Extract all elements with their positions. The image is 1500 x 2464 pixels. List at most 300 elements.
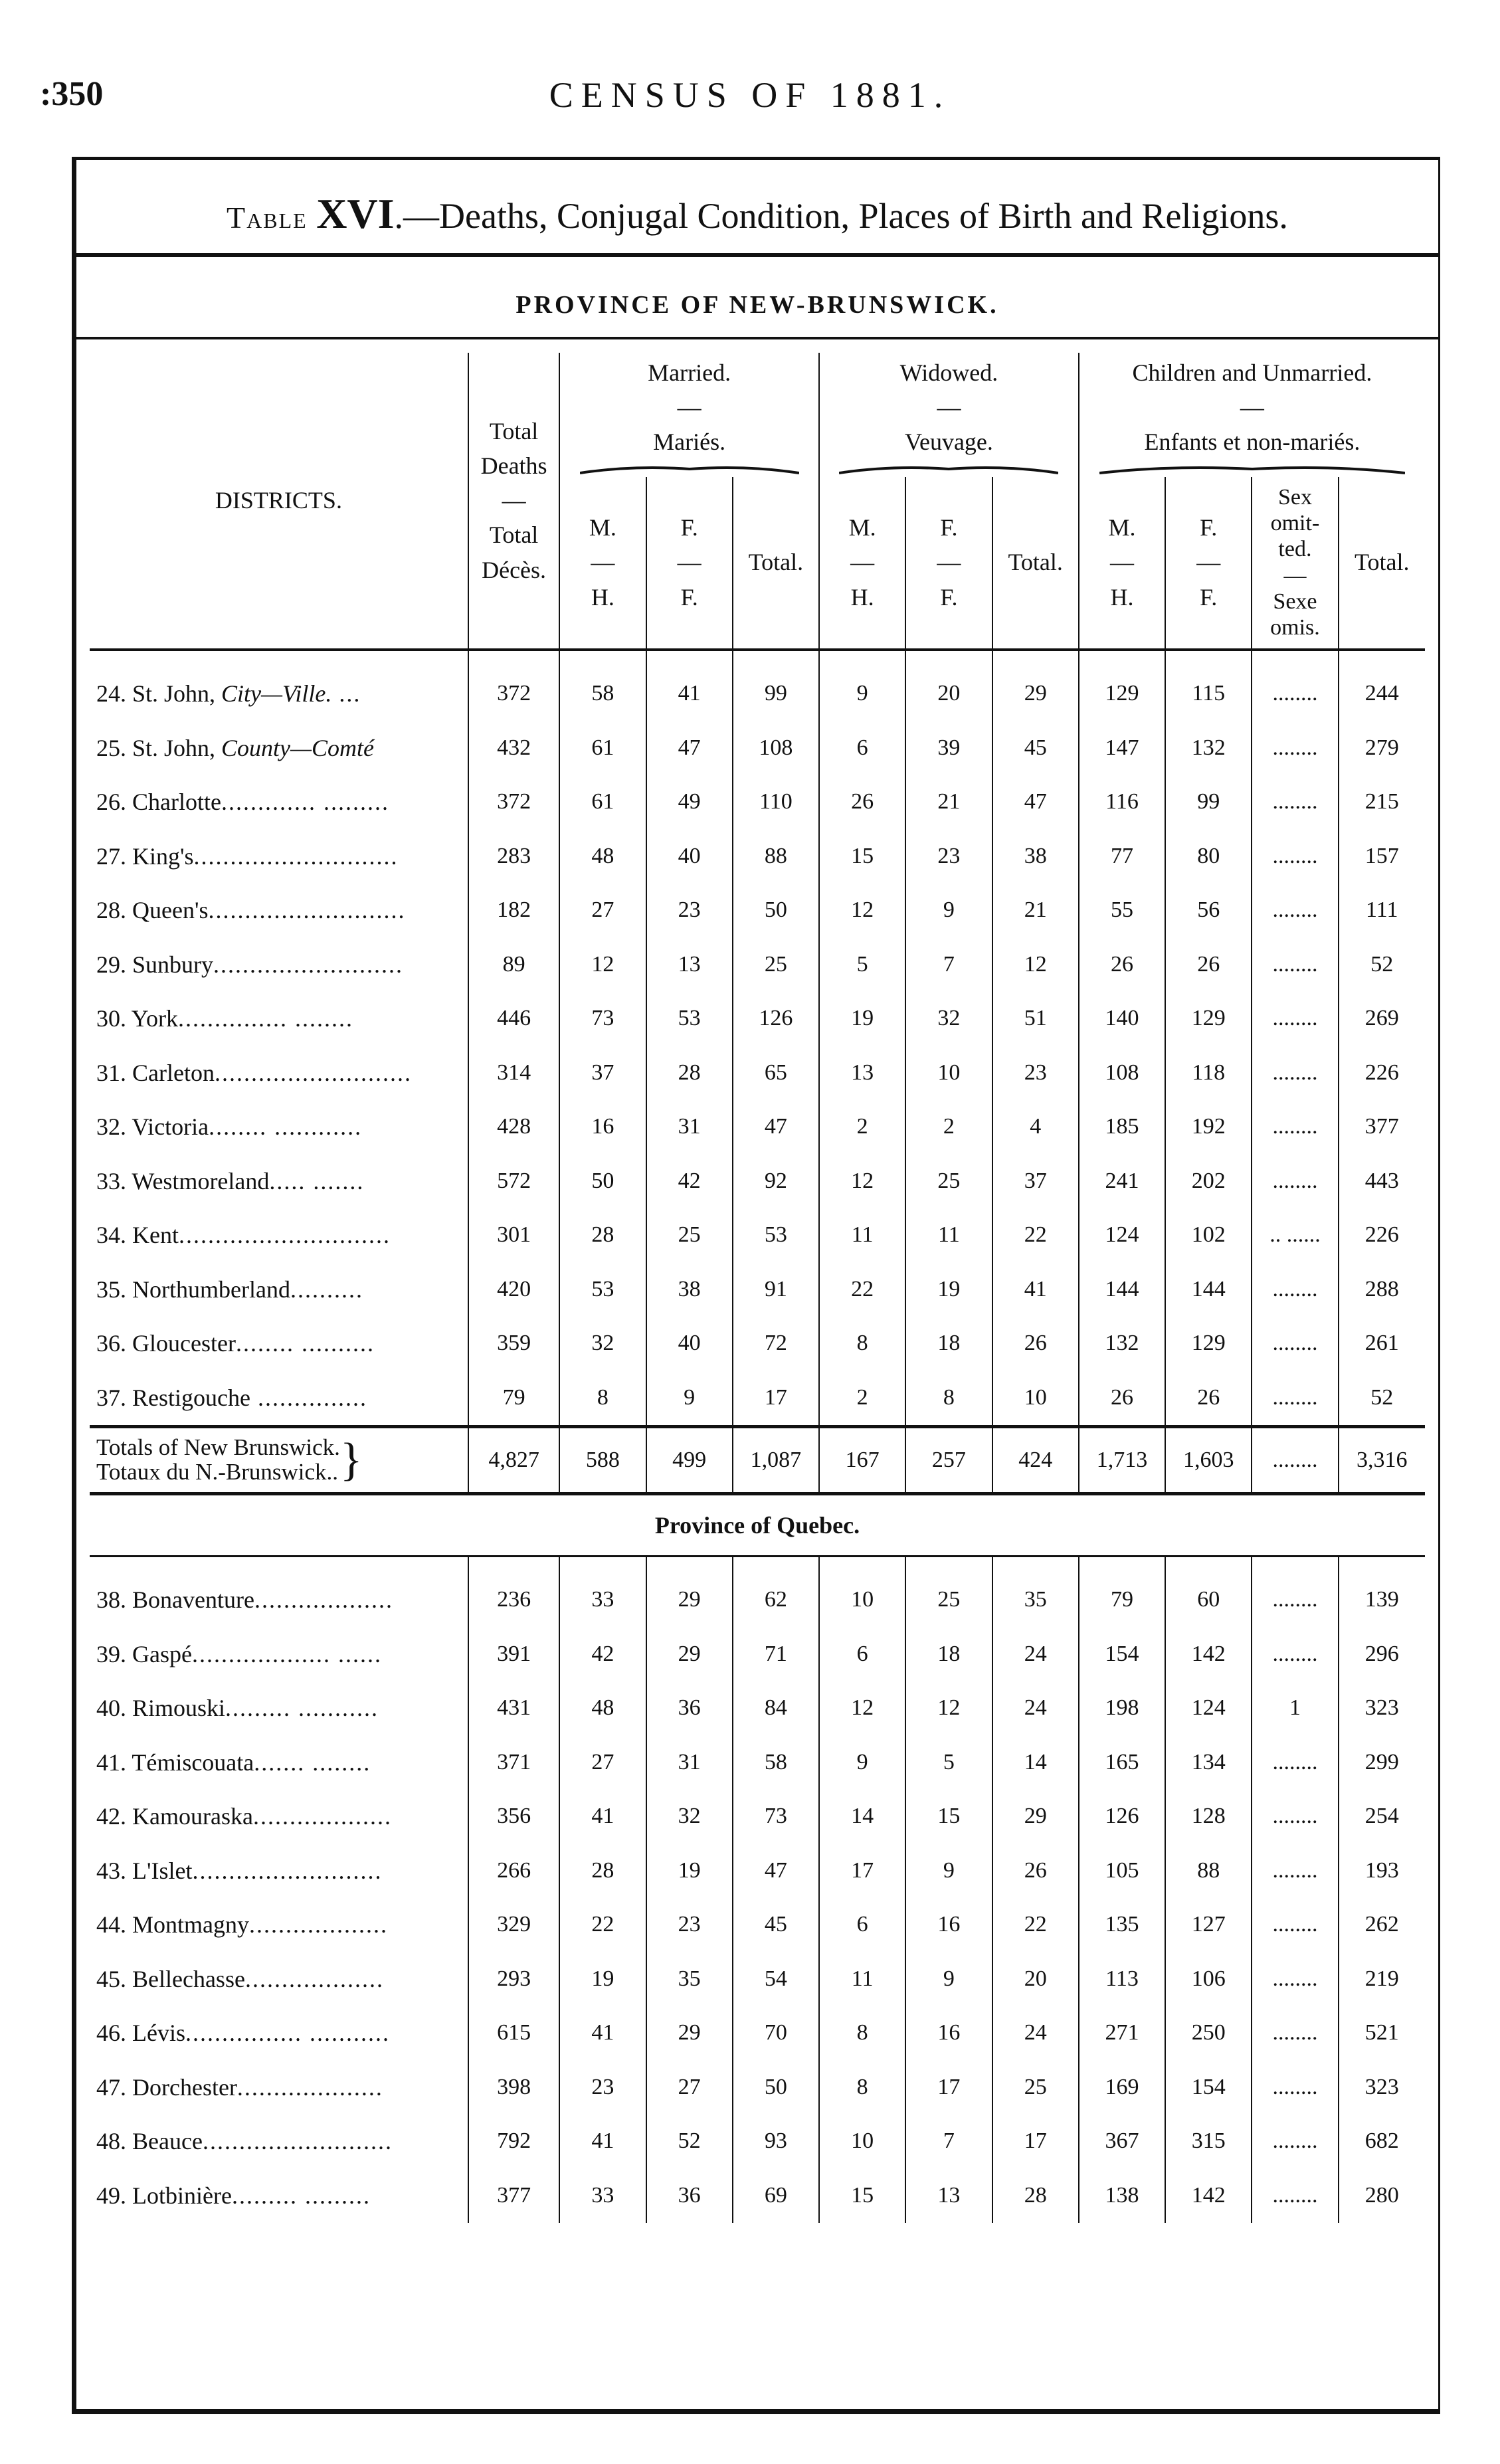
cell-cs: 1	[1252, 1681, 1338, 1736]
cell-mf: 19	[646, 1844, 733, 1898]
cell-cf: 134	[1165, 1735, 1252, 1790]
district-cell: 46. Lévis................ ...........	[96, 2020, 390, 2047]
cell-ct: 261	[1339, 1317, 1425, 1371]
cell-wm: 8	[819, 2060, 905, 2115]
table-row	[90, 1844, 1425, 1898]
cell-wt: 24	[992, 2006, 1079, 2061]
table-row	[90, 2168, 1425, 2223]
cell-cf: 142	[1165, 1627, 1252, 1681]
cell-mm: 61	[559, 775, 646, 830]
cell-ct: 219	[1339, 1952, 1425, 2006]
totals-label: Totals of New Brunswick. Totaux du N.-Brunswick.. }	[90, 1426, 468, 1493]
cell-cm: 169	[1079, 2060, 1165, 2115]
cell-cs: ........	[1252, 1898, 1338, 1952]
cell-wt: 51	[992, 992, 1079, 1046]
district-cell: 32. Victoria........ ............	[96, 1113, 363, 1141]
cell-mm: 33	[559, 2168, 646, 2223]
table-title-text: .—Deaths, Conjugal Condition, Places of Birth and Religions.	[394, 196, 1288, 236]
cell-td: 792	[468, 2115, 559, 2169]
cell-mf: 31	[646, 1735, 733, 1790]
cell-wt: 38	[992, 829, 1079, 884]
cell-cs: ........	[1252, 884, 1338, 938]
cell-ct: 288	[1339, 1262, 1425, 1317]
cell-td: 79	[468, 1371, 559, 1426]
cell-mt: 108	[733, 721, 819, 775]
cell-wm: 17	[819, 1844, 905, 1898]
sex-omitted-header: Sex omit- ted. — Sexe omis.	[1252, 477, 1338, 650]
cell-wm: 19	[819, 992, 905, 1046]
cell-cm: 79	[1079, 1573, 1165, 1628]
widowed-f-header: F. — F.	[905, 477, 992, 650]
married-m-header: M. — H.	[559, 477, 646, 650]
totals-wt: 424	[992, 1426, 1079, 1493]
cell-cs: ........	[1252, 775, 1338, 830]
cell-wm: 2	[819, 1100, 905, 1155]
brace-ornament	[1099, 464, 1405, 474]
cell-ct: 377	[1339, 1100, 1425, 1155]
cell-cs: ........	[1252, 1371, 1338, 1426]
cell-mm: 33	[559, 1573, 646, 1628]
cell-cm: 271	[1079, 2006, 1165, 2061]
cell-cf: 80	[1165, 829, 1252, 884]
cell-cs: ........	[1252, 2060, 1338, 2115]
totals-ct: 3,316	[1339, 1426, 1425, 1493]
cell-cs: ........	[1252, 1046, 1338, 1100]
cell-cm: 116	[1079, 775, 1165, 830]
district-cell: 48. Beauce..........................	[96, 2128, 393, 2155]
table-row	[90, 2060, 1425, 2115]
cell-cm: 185	[1079, 1100, 1165, 1155]
cell-td: 266	[468, 1844, 559, 1898]
cell-wt: 47	[992, 775, 1079, 830]
cell-mm: 73	[559, 992, 646, 1046]
cell-cf: 115	[1165, 667, 1252, 721]
cell-wm: 8	[819, 1317, 905, 1371]
cell-mm: 28	[559, 1844, 646, 1898]
cell-td: 572	[468, 1154, 559, 1208]
cell-mt: 54	[733, 1952, 819, 2006]
cell-cf: 132	[1165, 721, 1252, 775]
cell-mm: 22	[559, 1898, 646, 1952]
cell-ct: 157	[1339, 829, 1425, 884]
table-row	[90, 775, 1425, 830]
cell-wm: 15	[819, 2168, 905, 2223]
cell-mm: 16	[559, 1100, 646, 1155]
cell-wf: 5	[905, 1735, 992, 1790]
cell-cm: 165	[1079, 1735, 1165, 1790]
cell-mm: 8	[559, 1371, 646, 1426]
cell-cf: 144	[1165, 1262, 1252, 1317]
total-deaths-header: Total Deaths — Total Décès.	[468, 353, 559, 650]
cell-ct: 111	[1339, 884, 1425, 938]
cell-ct: 443	[1339, 1154, 1425, 1208]
cell-wf: 23	[905, 829, 992, 884]
cell-wt: 29	[992, 1790, 1079, 1844]
cell-cf: 154	[1165, 2060, 1252, 2115]
cell-wm: 26	[819, 775, 905, 830]
table-title	[76, 189, 1438, 238]
cell-wt: 14	[992, 1735, 1079, 1790]
table-row	[90, 1898, 1425, 1952]
cell-cm: 154	[1079, 1627, 1165, 1681]
cell-cm: 241	[1079, 1154, 1165, 1208]
cell-wm: 6	[819, 1898, 905, 1952]
cell-cf: 129	[1165, 1317, 1252, 1371]
cell-mm: 23	[559, 2060, 646, 2115]
cell-wf: 13	[905, 2168, 992, 2223]
cell-wm: 8	[819, 2006, 905, 2061]
cell-cf: 56	[1165, 884, 1252, 938]
cell-cm: 129	[1079, 667, 1165, 721]
cell-wt: 25	[992, 2060, 1079, 2115]
cell-cs: ........	[1252, 2006, 1338, 2061]
table-row	[90, 1371, 1425, 1426]
cell-mf: 35	[646, 1952, 733, 2006]
cell-cf: 315	[1165, 2115, 1252, 2169]
cell-mt: 84	[733, 1681, 819, 1736]
cell-wm: 5	[819, 937, 905, 992]
cell-td: 372	[468, 667, 559, 721]
totals-row	[90, 1426, 1425, 1493]
cell-cs: ........	[1252, 1262, 1338, 1317]
widowed-header: Widowed. — Veuvage.	[819, 353, 1079, 477]
cell-mm: 32	[559, 1317, 646, 1371]
cell-wm: 12	[819, 1154, 905, 1208]
cell-wf: 16	[905, 2006, 992, 2061]
cell-td: 301	[468, 1208, 559, 1263]
cell-ct: 244	[1339, 667, 1425, 721]
cell-mt: 62	[733, 1573, 819, 1628]
cell-wt: 26	[992, 1844, 1079, 1898]
totals-td: 4,827	[468, 1426, 559, 1493]
district-cell: 40. Rimouski......... ...........	[96, 1695, 379, 1722]
table-label: Table	[227, 201, 308, 235]
totals-wm: 167	[819, 1426, 905, 1493]
cell-wt: 24	[992, 1627, 1079, 1681]
cell-ct: 226	[1339, 1046, 1425, 1100]
totals-cf: 1,603	[1165, 1426, 1252, 1493]
cell-wm: 10	[819, 1573, 905, 1628]
brace-ornament	[839, 464, 1058, 474]
cell-wm: 12	[819, 884, 905, 938]
totals-cm: 1,713	[1079, 1426, 1165, 1493]
cell-mf: 36	[646, 1681, 733, 1736]
cell-wf: 11	[905, 1208, 992, 1263]
cell-cm: 124	[1079, 1208, 1165, 1263]
cell-mf: 47	[646, 721, 733, 775]
cell-wf: 15	[905, 1790, 992, 1844]
table-row	[90, 1681, 1425, 1736]
cell-mm: 37	[559, 1046, 646, 1100]
cell-ct: 323	[1339, 2060, 1425, 2115]
cell-mm: 41	[559, 2006, 646, 2061]
running-head: CENSUS OF 1881.	[549, 75, 951, 115]
cell-wm: 11	[819, 1952, 905, 2006]
cell-wf: 39	[905, 721, 992, 775]
cell-wt: 45	[992, 721, 1079, 775]
cell-wf: 8	[905, 1371, 992, 1426]
census-table	[90, 353, 1425, 2223]
cell-mf: 41	[646, 667, 733, 721]
married-total-header: Total.	[733, 477, 819, 650]
cell-ct: 682	[1339, 2115, 1425, 2169]
cell-mm: 19	[559, 1952, 646, 2006]
children-f-header: F. — F.	[1165, 477, 1252, 650]
cell-td: 431	[468, 1681, 559, 1736]
table-frame	[72, 157, 1440, 2414]
cell-cm: 26	[1079, 1371, 1165, 1426]
cell-wf: 9	[905, 1844, 992, 1898]
table-row	[90, 937, 1425, 992]
cell-cf: 118	[1165, 1046, 1252, 1100]
cell-wt: 4	[992, 1100, 1079, 1155]
cell-ct: 226	[1339, 1208, 1425, 1263]
cell-cf: 124	[1165, 1681, 1252, 1736]
cell-wm: 12	[819, 1681, 905, 1736]
table-row	[90, 884, 1425, 938]
province-rule	[76, 337, 1438, 339]
cell-cs: ........	[1252, 1790, 1338, 1844]
cell-cf: 26	[1165, 937, 1252, 992]
cell-ct: 323	[1339, 1681, 1425, 1736]
cell-cf: 88	[1165, 1844, 1252, 1898]
cell-wt: 35	[992, 1573, 1079, 1628]
table-body	[90, 650, 1425, 2223]
cell-cm: 105	[1079, 1844, 1165, 1898]
cell-mf: 31	[646, 1100, 733, 1155]
cell-cm: 126	[1079, 1790, 1165, 1844]
cell-wt: 20	[992, 1952, 1079, 2006]
cell-td: 432	[468, 721, 559, 775]
cell-cm: 138	[1079, 2168, 1165, 2223]
district-cell: 27. King's............................	[96, 842, 399, 870]
cell-mf: 40	[646, 1317, 733, 1371]
page-number: :350	[40, 75, 104, 113]
district-cell: 26. Charlotte............. .........	[96, 789, 389, 816]
table-row	[90, 721, 1425, 775]
cell-mt: 93	[733, 2115, 819, 2169]
cell-mt: 70	[733, 2006, 819, 2061]
cell-ct: 279	[1339, 721, 1425, 775]
cell-wt: 10	[992, 1371, 1079, 1426]
cell-mm: 27	[559, 1735, 646, 1790]
cell-cm: 132	[1079, 1317, 1165, 1371]
cell-ct: 280	[1339, 2168, 1425, 2223]
cell-cs: ........	[1252, 1952, 1338, 2006]
table-row	[90, 2115, 1425, 2169]
totals-cs: ........	[1252, 1426, 1338, 1493]
cell-wf: 16	[905, 1898, 992, 1952]
cell-cm: 113	[1079, 1952, 1165, 2006]
cell-cf: 250	[1165, 2006, 1252, 2061]
cell-wf: 25	[905, 1573, 992, 1628]
province-header: PROVINCE OF NEW-BRUNSWICK.	[516, 291, 999, 319]
cell-mt: 58	[733, 1735, 819, 1790]
cell-wt: 41	[992, 1262, 1079, 1317]
table-row	[90, 1208, 1425, 1263]
table-row	[90, 1735, 1425, 1790]
cell-wf: 12	[905, 1681, 992, 1736]
district-cell: 39. Gaspé................... ......	[96, 1640, 382, 1667]
cell-ct: 52	[1339, 1371, 1425, 1426]
widowed-total-header: Total.	[992, 477, 1079, 650]
cell-wm: 6	[819, 1627, 905, 1681]
district-cell: 49. Lotbinière......... .........	[96, 2182, 371, 2209]
cell-td: 428	[468, 1100, 559, 1155]
cell-mt: 72	[733, 1317, 819, 1371]
cell-cm: 140	[1079, 992, 1165, 1046]
cell-wf: 19	[905, 1262, 992, 1317]
cell-mm: 48	[559, 1681, 646, 1736]
cell-mt: 99	[733, 667, 819, 721]
totals-mf: 499	[646, 1426, 733, 1493]
cell-cf: 99	[1165, 775, 1252, 830]
cell-td: 329	[468, 1898, 559, 1952]
table-row	[90, 1627, 1425, 1681]
cell-mm: 41	[559, 2115, 646, 2169]
table-row	[90, 1952, 1425, 2006]
cell-wf: 25	[905, 1154, 992, 1208]
married-header: Married. — Mariés.	[559, 353, 819, 477]
cell-wt: 21	[992, 884, 1079, 938]
title-rule	[76, 253, 1438, 257]
district-cell: 42. Kamouraska...................	[96, 1803, 392, 1830]
cell-cf: 202	[1165, 1154, 1252, 1208]
cell-cs: ........	[1252, 1100, 1338, 1155]
cell-cs: ........	[1252, 1844, 1338, 1898]
cell-cf: 142	[1165, 2168, 1252, 2223]
cell-td: 615	[468, 2006, 559, 2061]
cell-mf: 13	[646, 937, 733, 992]
district-cell: 25. St. John, County—Comté	[96, 734, 375, 761]
cell-wt: 28	[992, 2168, 1079, 2223]
cell-wt: 26	[992, 1317, 1079, 1371]
cell-wm: 6	[819, 721, 905, 775]
cell-td: 89	[468, 937, 559, 992]
cell-wt: 37	[992, 1154, 1079, 1208]
cell-cf: 26	[1165, 1371, 1252, 1426]
cell-cm: 55	[1079, 884, 1165, 938]
brace-ornament	[580, 464, 799, 474]
cell-mm: 50	[559, 1154, 646, 1208]
cell-cs: ........	[1252, 721, 1338, 775]
cell-mt: 47	[733, 1100, 819, 1155]
cell-cf: 128	[1165, 1790, 1252, 1844]
cell-mt: 47	[733, 1844, 819, 1898]
cell-mf: 53	[646, 992, 733, 1046]
cell-mf: 29	[646, 1573, 733, 1628]
cell-mt: 17	[733, 1371, 819, 1426]
cell-ct: 269	[1339, 992, 1425, 1046]
children-header: Children and Unmarried. — Enfants et non-mariés.	[1079, 353, 1425, 477]
cell-td: 372	[468, 775, 559, 830]
district-cell: 43. L'Islet..........................	[96, 1857, 383, 1884]
cell-td: 182	[468, 884, 559, 938]
district-cell: 31. Carleton...........................	[96, 1059, 412, 1086]
cell-mf: 36	[646, 2168, 733, 2223]
cell-mm: 48	[559, 829, 646, 884]
cell-mf: 52	[646, 2115, 733, 2169]
cell-wm: 15	[819, 829, 905, 884]
district-cell: 28. Queen's...........................	[96, 897, 406, 924]
cell-mf: 32	[646, 1790, 733, 1844]
cell-td: 236	[468, 1573, 559, 1628]
table-row	[90, 1262, 1425, 1317]
cell-td: 314	[468, 1046, 559, 1100]
cell-wf: 18	[905, 1317, 992, 1371]
cell-wf: 9	[905, 1952, 992, 2006]
cell-mf: 40	[646, 829, 733, 884]
cell-wt: 22	[992, 1898, 1079, 1952]
district-cell: 35. Northumberland..........	[96, 1276, 363, 1303]
cell-wm: 22	[819, 1262, 905, 1317]
table-row	[90, 1100, 1425, 1155]
cell-wm: 14	[819, 1790, 905, 1844]
totals-mm: 588	[559, 1426, 646, 1493]
quebec-header-row	[90, 1493, 1425, 1556]
cell-td: 420	[468, 1262, 559, 1317]
cell-cf: 192	[1165, 1100, 1252, 1155]
table-number: XVI	[316, 190, 395, 237]
cell-mm: 58	[559, 667, 646, 721]
cell-mm: 53	[559, 1262, 646, 1317]
cell-ct: 215	[1339, 775, 1425, 830]
cell-cf: 129	[1165, 992, 1252, 1046]
cell-td: 359	[468, 1317, 559, 1371]
cell-wt: 29	[992, 667, 1079, 721]
cell-ct: 139	[1339, 1573, 1425, 1628]
table-row	[90, 829, 1425, 884]
table-row	[90, 1573, 1425, 1628]
totals-wf: 257	[905, 1426, 992, 1493]
cell-cs: ........	[1252, 667, 1338, 721]
cell-wf: 2	[905, 1100, 992, 1155]
cell-ct: 193	[1339, 1844, 1425, 1898]
district-cell: 33. Westmoreland..... .......	[96, 1167, 365, 1194]
cell-mt: 50	[733, 2060, 819, 2115]
cell-cm: 198	[1079, 1681, 1165, 1736]
table-row	[90, 667, 1425, 721]
cell-mt: 25	[733, 937, 819, 992]
cell-td: 293	[468, 1952, 559, 2006]
cell-mt: 110	[733, 775, 819, 830]
cell-cf: 102	[1165, 1208, 1252, 1263]
cell-mf: 9	[646, 1371, 733, 1426]
cell-mt: 91	[733, 1262, 819, 1317]
table-row	[90, 1154, 1425, 1208]
table-row	[90, 2006, 1425, 2061]
cell-mt: 69	[733, 2168, 819, 2223]
cell-ct: 296	[1339, 1627, 1425, 1681]
cell-mm: 12	[559, 937, 646, 992]
cell-td: 391	[468, 1627, 559, 1681]
district-cell: 34. Kent.............................	[96, 1222, 391, 1249]
cell-cs: ........	[1252, 992, 1338, 1046]
cell-cs: ........	[1252, 1317, 1338, 1371]
cell-mt: 92	[733, 1154, 819, 1208]
cell-cs: ........	[1252, 937, 1338, 992]
cell-mm: 42	[559, 1627, 646, 1681]
cell-wt: 24	[992, 1681, 1079, 1736]
children-m-header: M. — H.	[1079, 477, 1165, 650]
district-cell: 29. Sunbury..........................	[96, 951, 404, 978]
cell-mt: 50	[733, 884, 819, 938]
cell-cs: ........	[1252, 1573, 1338, 1628]
cell-cm: 144	[1079, 1262, 1165, 1317]
cell-cm: 108	[1079, 1046, 1165, 1100]
cell-wt: 17	[992, 2115, 1079, 2169]
cell-mt: 45	[733, 1898, 819, 1952]
